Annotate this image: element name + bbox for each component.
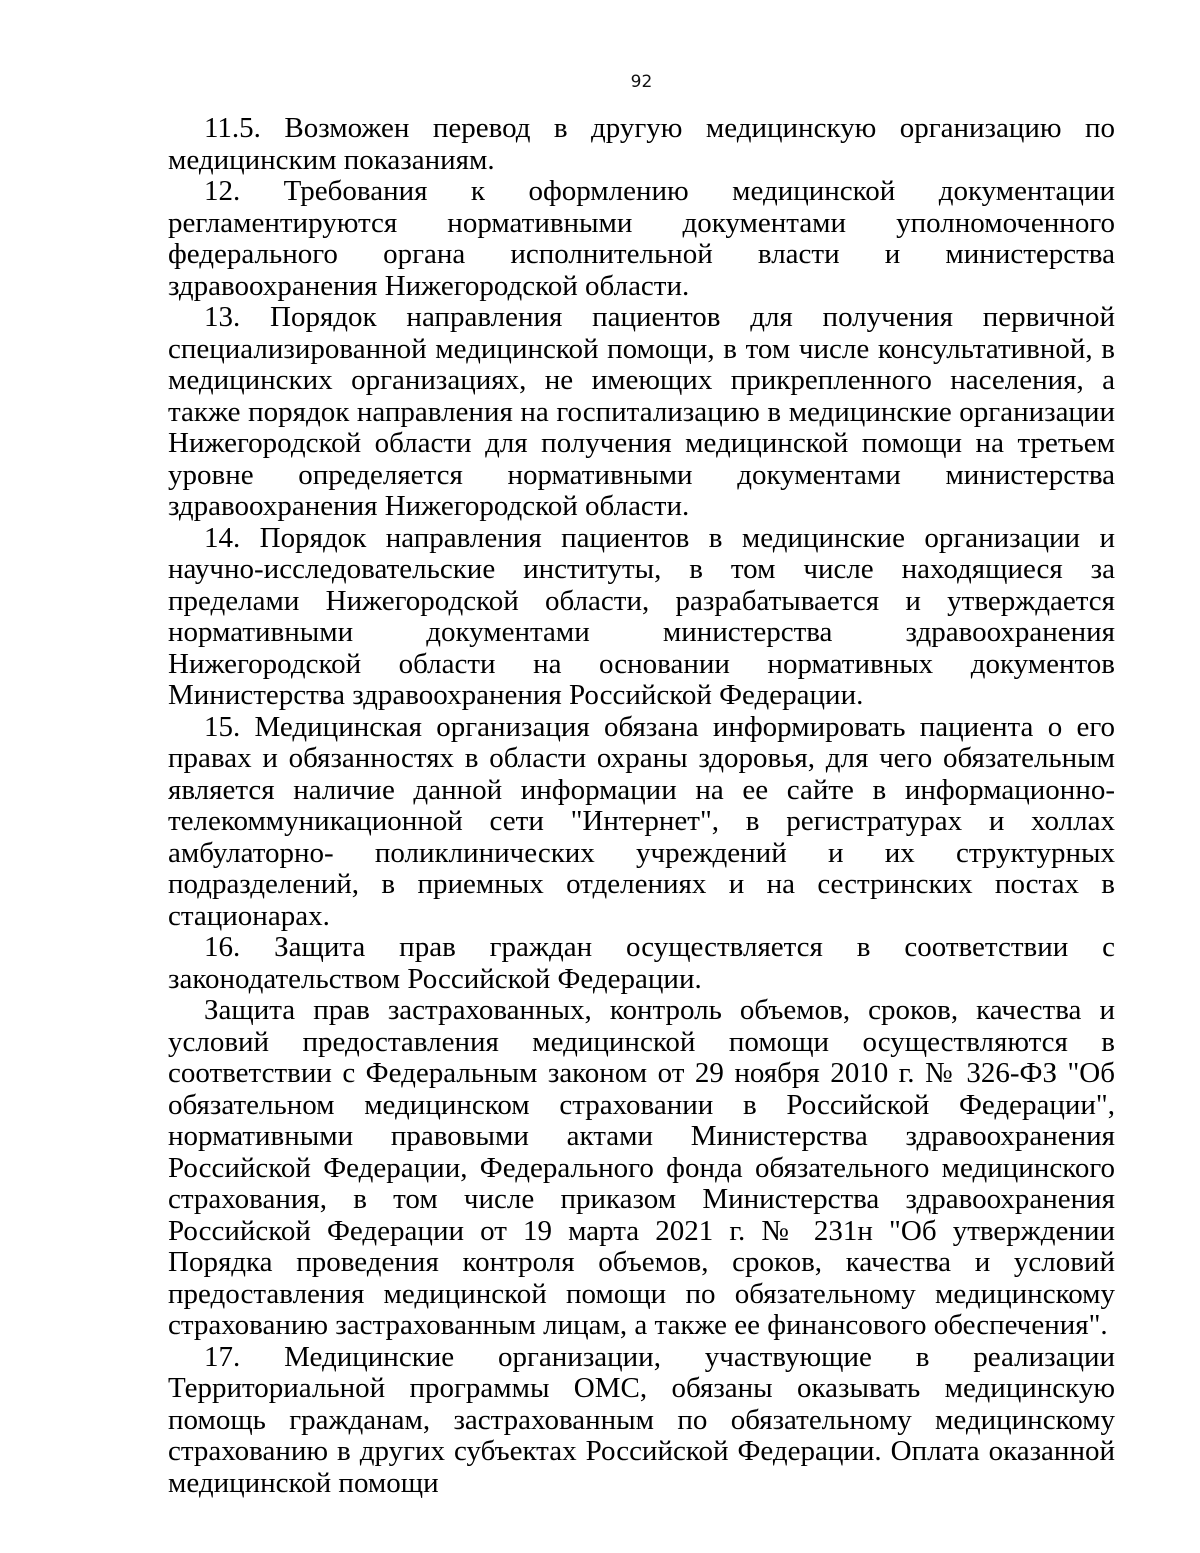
page-number: 92 (630, 72, 653, 92)
paragraph-11-5: 11.5. Возможен перевод в другую медицинскую организацию по медицинским показаниям. (168, 112, 1115, 176)
paragraph-13: 13. Порядок направления пациентов для получения первичной специализированной медицинской помощи, в том числе консультативной, в медицинских организациях, не имеющих прикрепленного населения, а также порядок направления на госпитализацию в медицинские организации Нижегородской области для получения медицинской помощи на третьем уровне определяется нормативными документами министерства здравоохранения Нижегородской области. (168, 301, 1115, 522)
paragraph-17: 17. Медицинские организации, участвующие в реализации Территориальной программы ОМС, обязаны оказывать медицинскую помощь гражданам, застрахованным по обязательному медицинскому страхованию в других субъектах Российской Федерации. Оплата оказанной медицинской помощи (168, 1340, 1115, 1499)
paragraph-14: 14. Порядок направления пациентов в медицинские организации и научно-исследовательские институты, в том числе находящиеся за пределами Нижегородской области, разрабатывается и утверждается нормативными документами министерства здравоохранения Нижегородской области на основании нормативных документов Министерства здравоохранения Российской Федерации. (168, 521, 1115, 711)
paragraph-16-continued: Защита прав застрахованных, контроль объемов, сроков, качества и условий предоставления медицинской помощи осуществляются в соответствии с Федеральным законом от 29 ноября 2010 г. № 326-ФЗ "Об обязательном медицинском страховании в Российской Федерации", нормативными правовыми актами Министерства здравоохранения Российской Федерации, Федерального фонда обязательного медицинского страхования, в том числе приказом Министерства здравоохранения Российской Федерации от 19 марта 2021 г. № 231н "Об утверждении Порядка проведения контроля объемов, сроков, качества и условий предоставления медицинской помощи по обязательному медицинскому страхованию застрахованным лицам, а также ее финансового обеспечения". (168, 994, 1115, 1341)
paragraph-12: 12. Требования к оформлению медицинской документации регламентируются нормативными документами уполномоченного федерального органа исполнительной власти и министерства здравоохранения Нижегородской области. (168, 175, 1115, 302)
paragraph-16: 16. Защита прав граждан осуществляется в соответствии с законодательством Российской Федерации. (168, 931, 1115, 995)
document-body (168, 113, 1115, 1499)
paragraph-15: 15. Медицинская организация обязана информировать пациента о его правах и обязанностях в области охраны здоровья, для чего обязательным является наличие данной информации на ее сайте в информационно-телекоммуникационной сети "Интернет", в регистратурах и холлах амбулаторно- поликлинических учреждений и их структурных подразделений, в приемных отделениях и на сестринских постах в стационарах. (168, 710, 1115, 932)
